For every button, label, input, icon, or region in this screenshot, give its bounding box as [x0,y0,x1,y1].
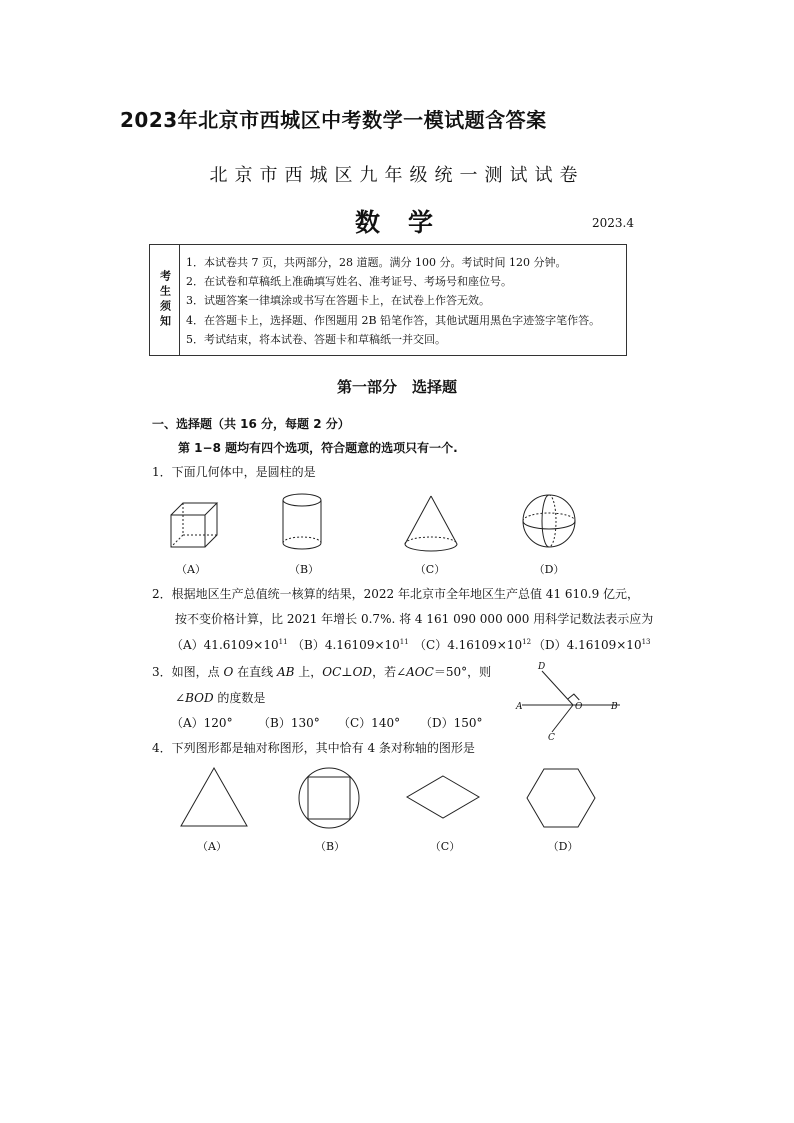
circle-with-square-figure [297,766,361,830]
sphere-figure [520,492,580,552]
option-mantissa: 4.16109×10 [447,638,523,652]
hexagon-figure [525,767,597,829]
notice-item: 5．考试结束，将本试卷、答题卡和草稿纸一并交回。 [186,332,446,346]
part-one-title: 第一部分 选择题 [336,378,457,396]
option-label: （D） [533,638,567,652]
question-1-label-b: （B） [288,563,320,576]
option-exponent: 12 [522,638,532,646]
perp-symbol: ⊥ [341,665,353,679]
question-3-option-d: （D）150° [420,716,483,730]
question-1-stem: 1．下面几何体中，是圆柱的是 [152,465,316,479]
question-2-option-c [414,636,531,653]
question-4-label-c: （C） [429,840,461,853]
question-4-label-d: （D） [547,840,579,853]
notice-item: 3．试题答案一律填涂或书写在答题卡上，在试卷上作答无效。 [186,294,490,308]
question-1-label-d: （D） [533,563,565,576]
section-title: 一、选择题（共 16 分，每题 2 分） [152,417,350,431]
question-1-label-c: （C） [414,563,446,576]
triangle-figure [180,766,250,828]
text: ，若∠ [372,665,407,679]
right-angle-mark [568,694,580,700]
question-3-stem-line1 [152,663,491,680]
notice-item: 1．本试卷共 7 页，共两部分，28 道题。满分 100 分。考试时间 120 分钟。 [186,256,567,269]
text: 如图，点 [171,665,224,679]
notice-item: 4．在答题卡上，选择题、作图题用 2B 铅笔作答，其他试题用黑色字迹签字笔作答。 [186,313,601,327]
notice-list [186,253,600,349]
cone-figure [401,493,461,555]
option-mantissa: 41.6109×10 [203,638,279,652]
question-2-option-a [171,636,288,653]
segment-oc: OC [322,665,342,679]
question-3-option-b: （B）130° [258,716,320,730]
text: ＝50°，则 [433,665,492,679]
option-label: （B） [292,638,325,652]
angle-symbol: ∠ [175,691,186,705]
question-number: 3． [152,665,172,679]
exam-date: 2023.4 [592,216,634,230]
option-label: （A） [171,638,204,652]
question-2-stem-line1: 2．根据地区生产总值统一核算的结果，2022 年北京市全年地区生产总值 41 610.9 亿元， [152,587,640,601]
ray-oc [552,705,573,732]
candidate-notice-box [149,244,627,356]
question-1-label-a: （A） [176,563,206,576]
subject-title: 数学 [355,208,462,237]
line-ab: AB [276,665,295,679]
figure-label-d: D [538,662,546,672]
document-title: 2023年北京市西城区中考数学一模试题含答案 [120,108,547,132]
question-3-option-a: （A）120° [171,716,233,730]
question-2-option-d [533,636,651,653]
point-o: O [223,665,234,679]
figure-label-a: A [516,702,523,712]
angle-bod: BOD [185,691,214,705]
text: 的度数是 [213,691,266,705]
exam-name: 北京市西城区九年级统一测试试卷 [209,165,585,186]
text: 在直线 [233,665,277,679]
option-exponent: 13 [641,638,651,646]
option-exponent: 11 [399,638,409,646]
angle-aoc: AOC [406,665,434,679]
notice-item: 2．在试卷和草稿纸上准确填写姓名、准考证号、考场号和座位号。 [186,275,512,289]
cylinder-figure [280,491,324,553]
notice-heading: 考生须知 [158,270,172,330]
option-mantissa: 4.16109×10 [324,638,400,652]
figure-label-b: B [611,702,618,712]
text: 上， [294,665,323,679]
figure-label-c: C [548,733,555,743]
question-4-stem: 4．下列图形都是轴对称图形，其中恰有 4 条对称轴的图形是 [152,741,475,755]
question-3-option-c: （C）140° [338,716,401,730]
question-2-stem-line2: 按不变价格计算，比 2021 年增长 0.7%. 将 4 161 090 000 000 用科学记数法表示应为 [175,612,654,626]
option-mantissa: 4.16109×10 [566,638,642,652]
ray-od [542,671,573,705]
cube-figure [165,497,225,553]
rhombus-figure [405,774,481,820]
segment-od: OD [352,665,373,679]
question-4-label-a: （A） [197,840,227,853]
question-3-stem-line2 [175,689,265,706]
question-2-option-b [292,636,409,653]
figure-label-o: O [575,702,583,712]
section-instruction: 第 1−8 题均有四个选项，符合题意的选项只有一个. [178,441,458,455]
option-label: （C） [414,638,448,652]
question-3-figure [512,660,628,744]
question-4-label-b: （B） [314,840,346,853]
notice-heading-cell [150,245,180,355]
option-exponent: 11 [278,638,288,646]
